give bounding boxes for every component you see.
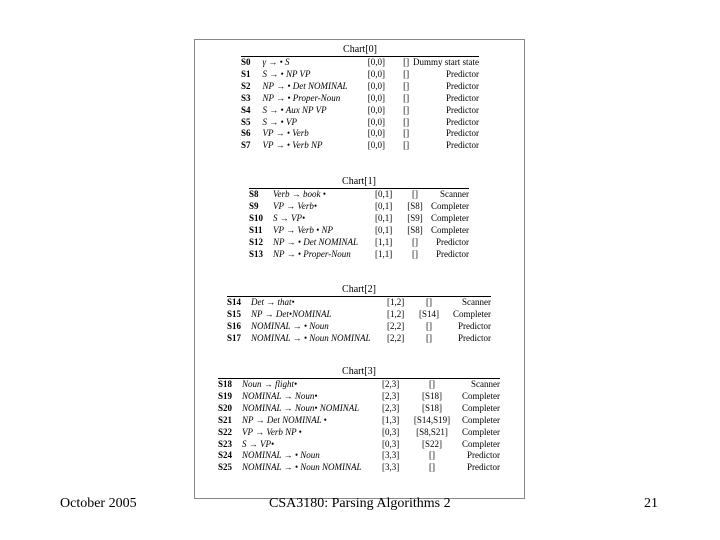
state-operation: Completer (462, 402, 500, 413)
state-rule: NOMINAL → • Noun NOMINAL (251, 332, 371, 343)
state-id: S2 (241, 80, 251, 91)
chart-row (241, 57, 479, 69)
state-span: [1,3] (382, 414, 400, 425)
state-operation: Predictor (446, 68, 479, 79)
state-span: [2,3] (382, 390, 400, 401)
chart-row (227, 309, 491, 321)
state-span: [0,1] (375, 224, 393, 235)
state-id: S9 (249, 200, 259, 211)
state-rule: Verb → book • (273, 189, 326, 199)
chart-row (249, 213, 469, 225)
state-span: [1,2] (387, 308, 405, 319)
state-rule: S → VP• (242, 438, 275, 449)
state-id: S20 (218, 402, 233, 413)
state-pointers: [] (403, 116, 410, 127)
state-id: S11 (249, 224, 263, 235)
state-operation: Predictor (467, 462, 500, 473)
chart-row (241, 81, 479, 93)
chart-row (218, 427, 500, 439)
state-operation: Predictor (458, 320, 491, 331)
state-rule: S → • VP (262, 116, 297, 127)
footer-page-number: 21 (644, 496, 658, 511)
state-operation: Predictor (446, 128, 479, 139)
state-operation: Completer (462, 390, 500, 401)
state-id: S8 (249, 189, 259, 199)
state-rule: S → • NP VP (262, 68, 311, 79)
state-operation: Predictor (446, 92, 479, 103)
state-operation: Predictor (446, 140, 479, 151)
state-rule: S → VP• (273, 212, 306, 223)
state-operation: Predictor (436, 248, 469, 259)
state-span: [0,0] (367, 57, 386, 67)
chart-row (241, 128, 479, 140)
state-span: [0,1] (375, 200, 393, 211)
state-operation: Scanner (471, 379, 500, 389)
state-operation: Completer (431, 212, 469, 223)
chart-3-title: Chart[3] (342, 366, 376, 377)
state-span: [0,0] (367, 128, 386, 139)
state-rule: Det → that• (251, 297, 295, 307)
chart-2-table (227, 284, 491, 345)
state-span: [2,2] (387, 320, 405, 331)
state-rule: VP → Verb• (273, 200, 317, 211)
chart-2-title: Chart[2] (342, 284, 376, 295)
state-id: S13 (249, 248, 264, 259)
state-id: S0 (241, 57, 251, 67)
chart-row (241, 69, 479, 81)
chart-row (227, 321, 491, 333)
state-span: [1,1] (375, 248, 393, 259)
state-span: [1,2] (387, 297, 405, 307)
state-pointers: [] (403, 104, 410, 115)
state-operation: Completer (462, 438, 500, 449)
state-operation: Scanner (440, 189, 469, 199)
state-id: S6 (241, 128, 251, 139)
state-span: [2,3] (382, 379, 400, 389)
chart-1-table (249, 176, 469, 260)
state-pointers: [] (426, 332, 432, 343)
chart-row (227, 333, 491, 345)
chart-row (241, 140, 479, 152)
state-pointers: [S14,S19] (413, 414, 451, 425)
footer-date: October 2005 (60, 496, 137, 511)
state-operation: Predictor (446, 104, 479, 115)
state-pointers: [] (403, 128, 410, 139)
chart-1-title: Chart[1] (342, 176, 376, 187)
state-rule: γ → • S (262, 57, 290, 67)
state-id: S15 (227, 308, 242, 319)
chart-2-rows (227, 297, 491, 345)
state-rule: VP → • Verb (262, 128, 309, 139)
state-pointers: [] (412, 189, 418, 199)
state-id: S1 (241, 68, 251, 79)
state-pointers: [S8] (407, 200, 423, 211)
state-rule: NP → • Proper-Noun (262, 92, 341, 103)
chart-row (249, 249, 469, 261)
state-pointers: [] (403, 57, 410, 67)
chart-row (218, 450, 500, 462)
chart-3-rows (218, 379, 500, 474)
state-rule: NP → • Det NOMINAL (273, 236, 358, 247)
chart-row (249, 201, 469, 213)
state-span: [2,3] (382, 402, 400, 413)
state-id: S12 (249, 236, 264, 247)
chart-row (249, 225, 469, 237)
state-id: S23 (218, 438, 233, 449)
state-operation: Completer (431, 200, 469, 211)
state-pointers: [] (412, 236, 418, 247)
chart-0-title: Chart[0] (343, 44, 377, 55)
state-span: [0,1] (375, 189, 393, 199)
state-id: S10 (249, 212, 264, 223)
chart-row (218, 391, 500, 403)
state-id: S4 (241, 104, 251, 115)
state-pointers: [] (403, 68, 410, 79)
state-pointers: [] (412, 248, 418, 259)
state-operation: Scanner (462, 297, 491, 307)
state-span: [0,3] (382, 426, 400, 437)
state-span: [0,0] (367, 80, 386, 91)
chart-1-rows (249, 189, 469, 260)
state-span: [0,0] (367, 140, 386, 151)
footer-title: CSA3180: Parsing Algorithms 2 (269, 496, 451, 511)
state-id: S24 (218, 450, 233, 461)
state-pointers: [S9] (407, 212, 423, 223)
state-id: S16 (227, 320, 242, 331)
state-rule: NOMINAL → Noun• (242, 390, 318, 401)
state-rule: NP → • Det NOMINAL (262, 80, 348, 91)
state-span: [3,3] (382, 462, 400, 473)
chart-row (227, 297, 491, 309)
state-operation: Completer (453, 308, 491, 319)
chart-row (241, 93, 479, 105)
chart-row (218, 439, 500, 451)
state-operation: Dummy start state (413, 57, 479, 67)
state-pointers: [S8,S21] (416, 426, 448, 437)
state-pointers: [] (429, 450, 435, 461)
chart-row (218, 462, 500, 474)
chart-0-table (241, 44, 479, 152)
state-span: [0,3] (382, 438, 400, 449)
state-id: S17 (227, 332, 242, 343)
state-rule: NP → Det•NOMINAL (251, 308, 332, 319)
state-id: S18 (218, 379, 233, 389)
state-span: [2,2] (387, 332, 405, 343)
state-operation: Completer (462, 426, 500, 437)
state-span: [0,0] (367, 92, 386, 103)
chart-row (241, 117, 479, 129)
state-span: [0,0] (367, 104, 386, 115)
state-rule: NP → • Proper-Noun (273, 248, 351, 259)
state-pointers: [] (426, 297, 432, 307)
state-id: S22 (218, 426, 233, 437)
state-rule: NOMINAL → • Noun (242, 450, 320, 461)
state-id: S5 (241, 116, 251, 127)
chart-0-rows (241, 57, 479, 152)
chart-row (218, 403, 500, 415)
state-id: S25 (218, 462, 233, 473)
state-rule: NP → Det NOMINAL • (242, 414, 327, 425)
chart-3-table (218, 366, 500, 474)
state-rule: NOMINAL → • Noun (251, 320, 329, 331)
state-rule: NOMINAL → • Noun NOMINAL (242, 462, 362, 473)
state-pointers: [] (403, 140, 410, 151)
state-operation: Completer (462, 414, 500, 425)
state-operation: Predictor (436, 236, 469, 247)
state-pointers: [S8] (407, 224, 423, 235)
state-pointers: [] (403, 80, 410, 91)
chart-row (218, 415, 500, 427)
chart-row (241, 105, 479, 117)
state-id: S14 (227, 297, 242, 307)
state-operation: Predictor (446, 116, 479, 127)
state-id: S7 (241, 140, 251, 151)
state-pointers: [] (426, 320, 432, 331)
state-span: [0,0] (367, 68, 386, 79)
state-pointers: [S18] (422, 402, 442, 413)
state-rule: S → • Aux NP VP (262, 104, 327, 115)
state-operation: Predictor (458, 332, 491, 343)
state-id: S19 (218, 390, 233, 401)
state-operation: Predictor (467, 450, 500, 461)
state-pointers: [] (429, 462, 435, 473)
state-pointers: [] (429, 379, 435, 389)
state-rule: VP → Verb • NP (273, 224, 333, 235)
state-operation: Predictor (446, 80, 479, 91)
chart-row (249, 189, 469, 201)
chart-row (249, 237, 469, 249)
state-rule: Noun → flight• (242, 379, 298, 389)
state-operation: Completer (431, 224, 469, 235)
state-rule: VP → • Verb NP (262, 140, 323, 151)
state-pointers: [S14] (419, 308, 439, 319)
state-id: S3 (241, 92, 251, 103)
chart-row (218, 379, 500, 391)
state-pointers: [S18] (422, 390, 442, 401)
state-rule: NOMINAL → Noun• NOMINAL (242, 402, 360, 413)
state-id: S21 (218, 414, 233, 425)
state-span: [0,1] (375, 212, 393, 223)
state-span: [3,3] (382, 450, 400, 461)
state-rule: VP → Verb NP • (242, 426, 302, 437)
state-pointers: [] (403, 92, 410, 103)
state-span: [0,0] (367, 116, 386, 127)
state-span: [1,1] (375, 236, 393, 247)
state-pointers: [S22] (422, 438, 442, 449)
